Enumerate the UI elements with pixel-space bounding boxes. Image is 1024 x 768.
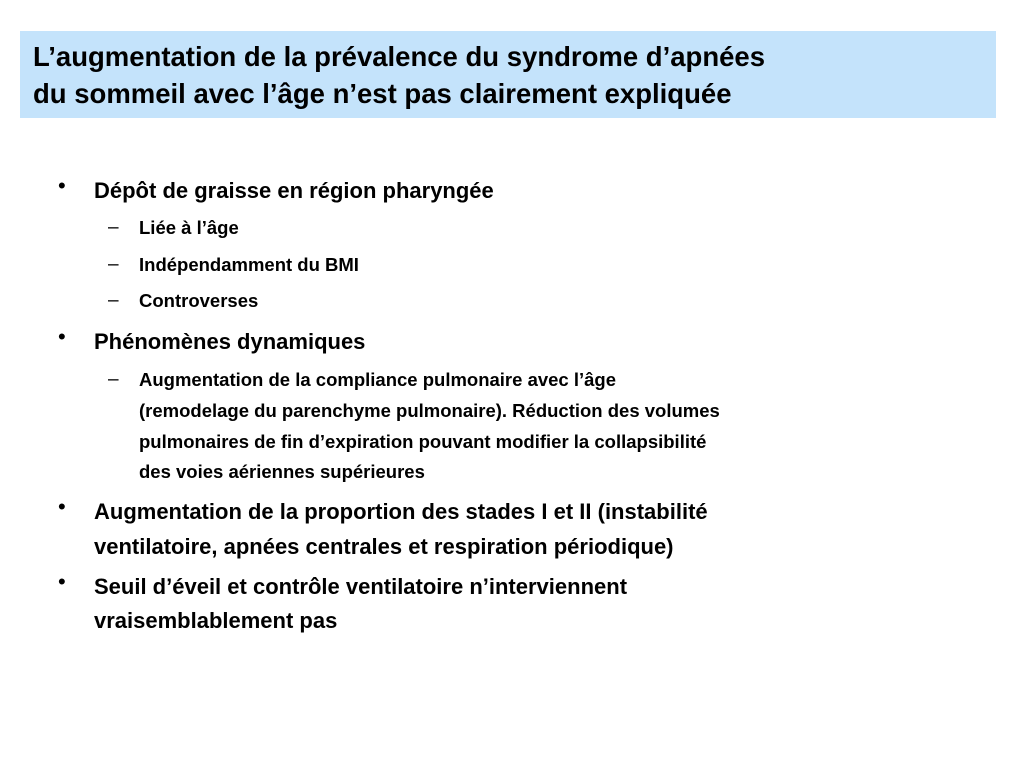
bullet-marker: •	[58, 324, 66, 349]
sub-bullet-marker: –	[108, 254, 119, 275]
bullet-marker: •	[58, 173, 66, 198]
bullet-1-sub-1: Liée à l’âge	[139, 217, 239, 238]
bullet-4-line-1: Seuil d’éveil et contrôle ventilatoire n’interviennent	[94, 574, 628, 599]
sub-bullet-marker: –	[108, 217, 119, 238]
slide-title-line-1: L’augmentation de la prévalence du syndrome d’apnées	[33, 41, 766, 72]
sub-bullet-marker: –	[108, 290, 119, 311]
bullet-2-sub-1-line-1: Augmentation de la compliance pulmonaire avec l’âge	[139, 369, 617, 390]
bullet-marker: •	[58, 494, 66, 519]
bullet-2-line-1: Phénomènes dynamiques	[94, 329, 366, 354]
bullet-3-line-1: Augmentation de la proportion des stades I et II (instabilité	[94, 499, 708, 524]
bullet-1-line-1: Dépôt de graisse en région pharyngée	[94, 178, 494, 203]
bullet-marker: •	[58, 569, 66, 594]
slide-title-line-2: du sommeil avec l’âge n’est pas clairement expliquée	[33, 78, 732, 109]
bullet-1-sub-3: Controverses	[139, 290, 259, 311]
bullet-2-sub-1-line-4: des voies aériennes supérieures	[139, 461, 425, 482]
bullet-2-sub-1-line-2: (remodelage du parenchyme pulmonaire). Réduction des volumes	[139, 400, 720, 421]
bullet-2-sub-1-line-3: pulmonaires de fin d’expiration pouvant modifier la collapsibilité	[139, 431, 707, 452]
bullet-1-sub-2: Indépendamment du BMI	[139, 254, 359, 275]
bullet-3-line-2: ventilatoire, apnées centrales et respiration périodique)	[94, 534, 674, 559]
sub-bullet-marker: –	[108, 369, 119, 390]
bullet-4-line-2: vraisemblablement pas	[94, 608, 338, 633]
